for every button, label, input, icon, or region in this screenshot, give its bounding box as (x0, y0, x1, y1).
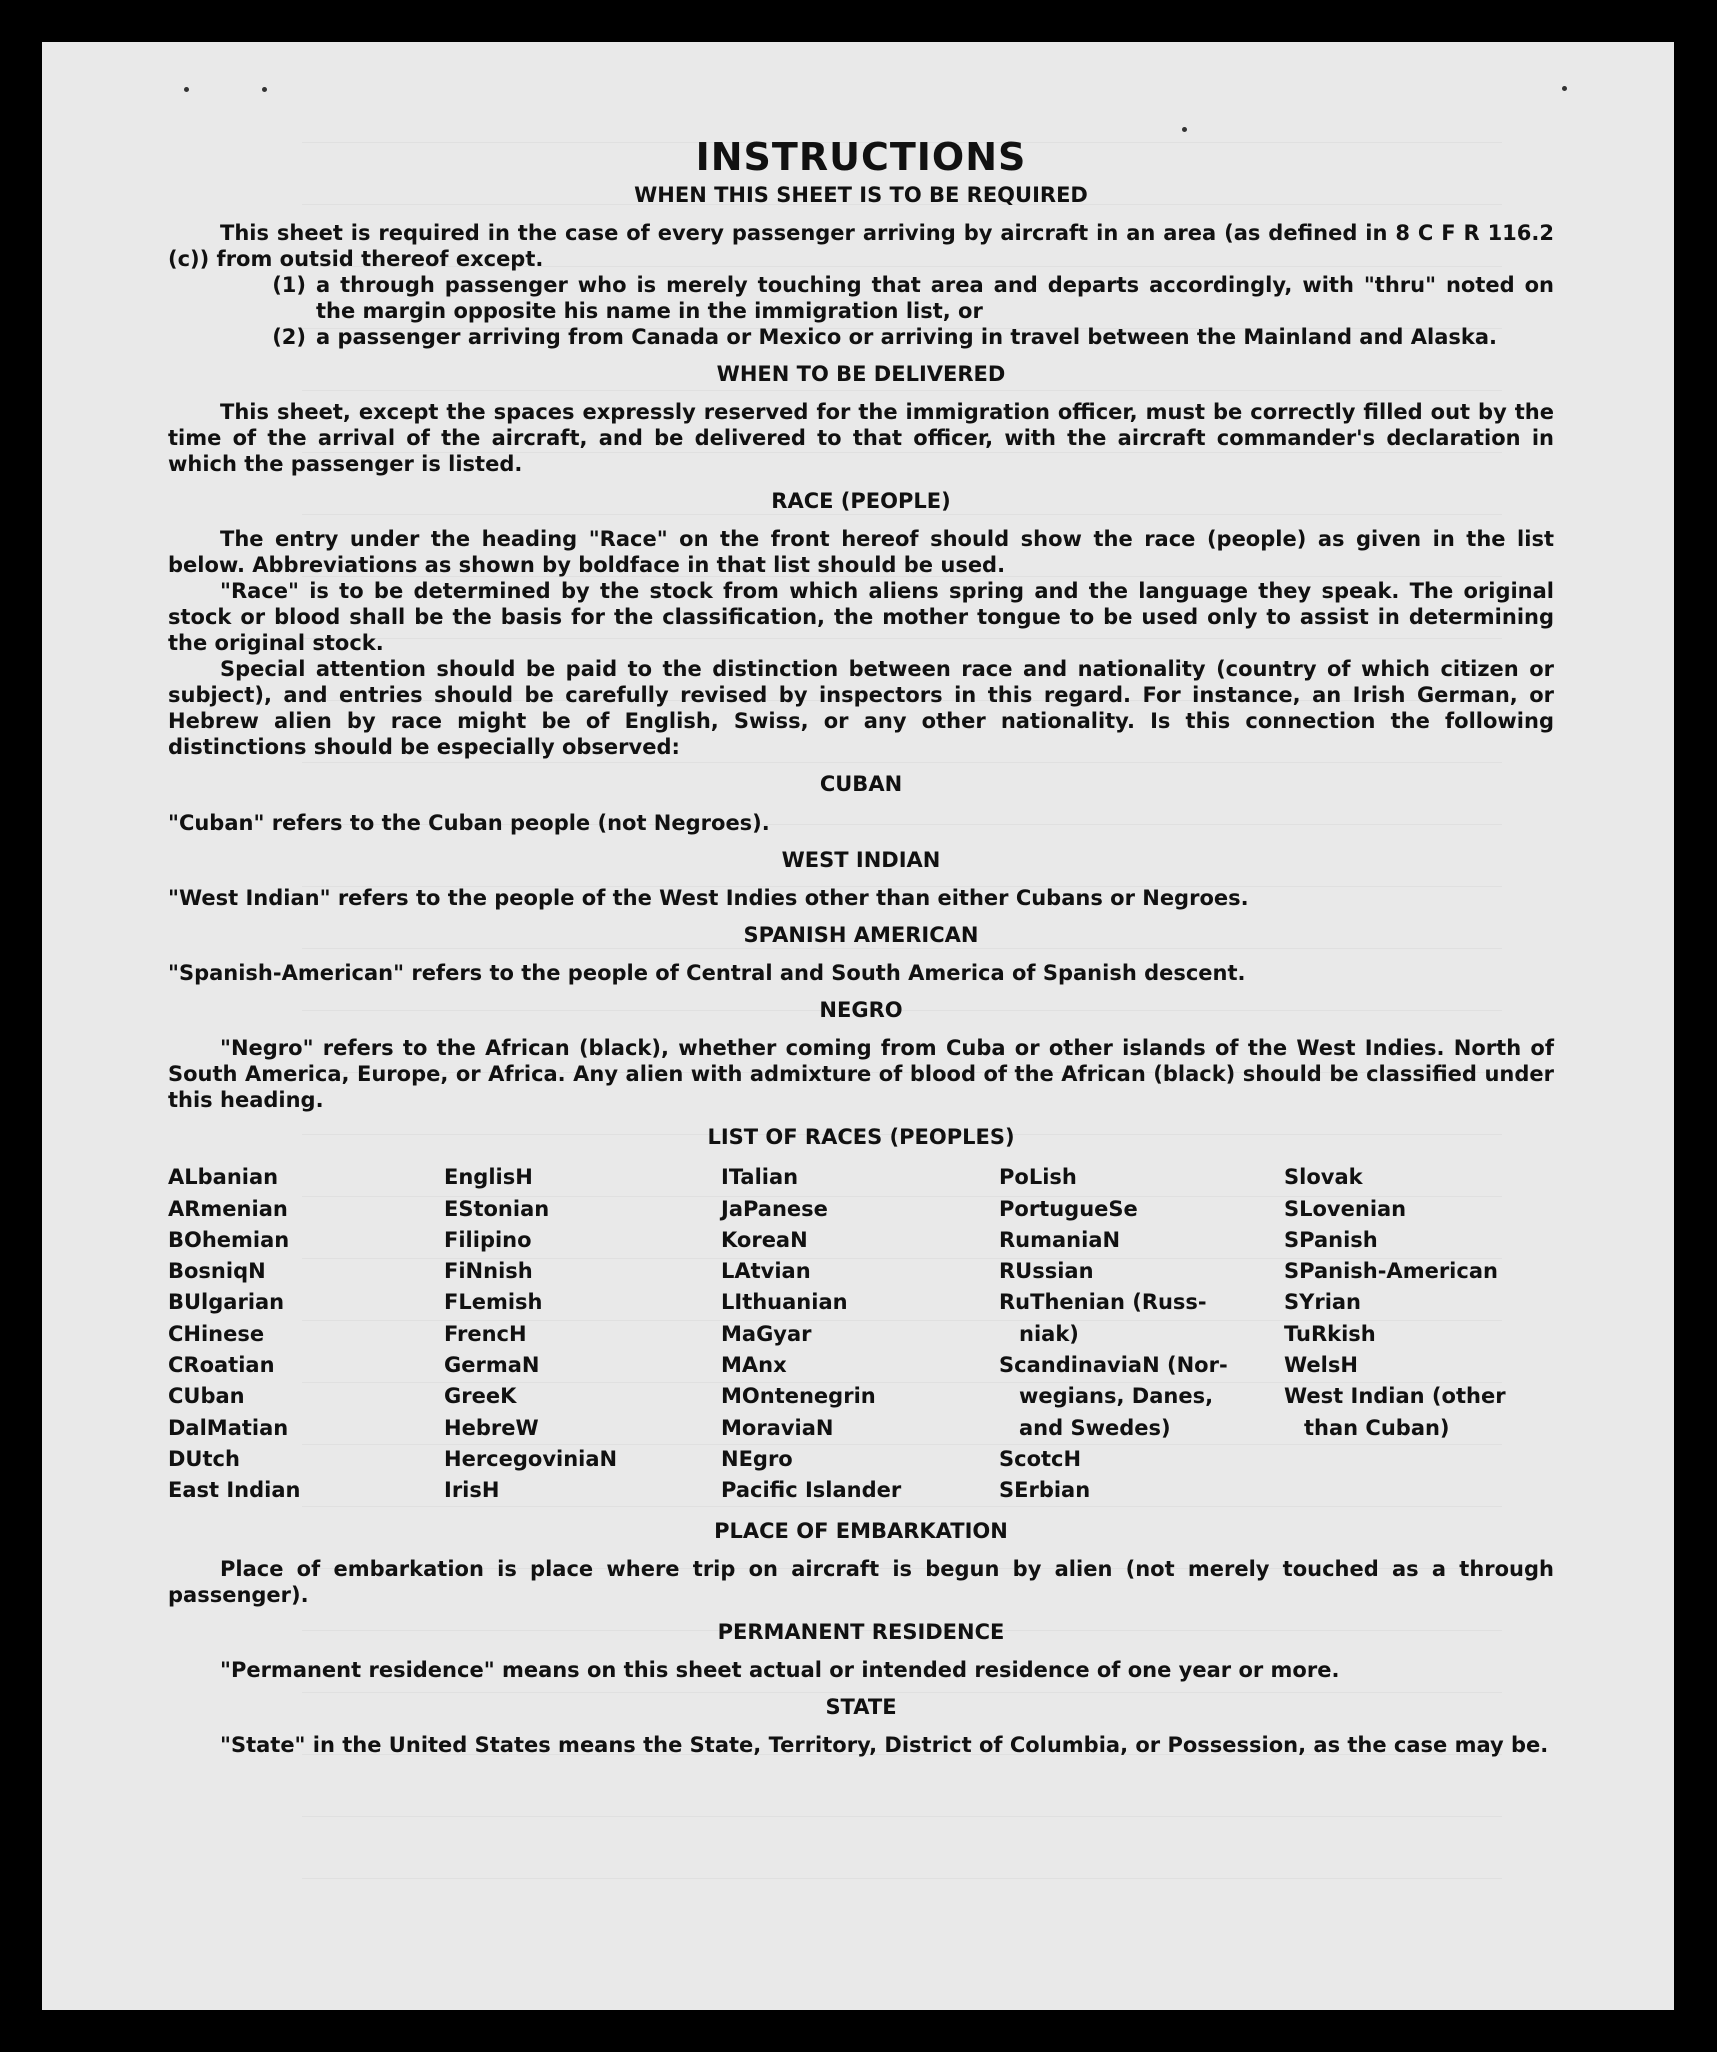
race-column (999, 1162, 1284, 1506)
heading-negro: NEGRO (819, 997, 903, 1022)
race-entry: SLovenian (1284, 1196, 1407, 1221)
document-title: INSTRUCTIONS (695, 135, 1027, 179)
exception-item (168, 272, 1554, 324)
speck-mark (1562, 86, 1567, 91)
heading-race: RACE (PEOPLE) (771, 489, 951, 514)
race-entry: BUlgarian (168, 1290, 285, 1315)
race-entry: Filipino (444, 1227, 532, 1252)
race-entry-continuation: than Cuban) (1304, 1415, 1450, 1440)
exception-number: (2) (272, 324, 306, 349)
race-entry-continuation: niak) (1019, 1321, 1079, 1346)
race-entry: RUssian (999, 1259, 1094, 1284)
race-entry: CRoatian (168, 1353, 275, 1378)
race-entry: PoLish (999, 1165, 1077, 1190)
heading-spanish-american: SPANISH AMERICAN (743, 922, 979, 947)
race-entry: RumaniaN (999, 1227, 1121, 1252)
race-entry: TuRkish (1284, 1321, 1376, 1346)
state-text: "State" in the United States means the State, Territory, District of Columbia, or Possession, as the case may be. (220, 1733, 1549, 1758)
race-entry: BosniqN (168, 1259, 266, 1284)
exception-item (168, 324, 1554, 350)
race-entry: MoraviaN (721, 1415, 834, 1440)
race-column (721, 1162, 999, 1506)
race-entry: EnglisH (444, 1165, 533, 1190)
race-entry: West Indian (other (1284, 1384, 1506, 1409)
race-entry: ALbanian (168, 1165, 279, 1190)
exception-number: (1) (272, 272, 306, 297)
race-entry: IrisH (444, 1478, 500, 1503)
race-entry: ScandinaviaN (Nor- (999, 1353, 1228, 1378)
race-entry: RuThenian (Russ- (999, 1290, 1207, 1315)
race-entry: Slovak (1284, 1165, 1363, 1190)
race-column (168, 1162, 444, 1506)
race-entry: LIthuanian (721, 1290, 848, 1315)
race-entry: EStonian (444, 1196, 550, 1221)
when-required-intro: This sheet is required in the case of every passenger arriving by aircraft in an area (as defined in 8 C F R 116.2 (c)) from outsid thereof except. (168, 220, 1554, 271)
race-paragraph: The entry under the heading "Race" on the front hereof should show the race (people) as given in the list below. Abbreviations as shown by boldface in that list should be used. (168, 527, 1554, 578)
race-entry: BOhemian (168, 1227, 290, 1252)
race-entry: LAtvian (721, 1259, 811, 1284)
when-delivered-text: This sheet, except the spaces expressly reserved for the immigration officer, must be correctly filled out by the time of the arrival of the aircraft, and be delivered to that officer, with the aircraft commander's declaration in which the passenger is listed. (168, 400, 1554, 477)
residence-text: "Permanent residence" means on this sheet actual or intended residence of one year or more. (220, 1657, 1340, 1682)
west-indian-text: "West Indian" refers to the people of the West Indies other than either Cubans or Negroes. (168, 885, 1249, 910)
heading-permanent-residence: PERMANENT RESIDENCE (717, 1619, 1005, 1644)
cuban-text: "Cuban" refers to the Cuban people (not Negroes). (168, 810, 770, 835)
race-entry: GermaN (444, 1353, 540, 1378)
negro-text: "Negro" refers to the African (black), whether coming from Cuba or other islands of the West Indies. North of South America, Europe, or Africa. Any alien with admixture of blood of the African (black) should be classified under this heading. (168, 1036, 1554, 1113)
race-entry: JaPanese (721, 1196, 828, 1221)
race-entry: East Indian (168, 1478, 301, 1503)
race-entry: MAnx (721, 1353, 787, 1378)
race-entry: HebreW (444, 1415, 539, 1440)
race-entry: FrencH (444, 1321, 527, 1346)
heading-embarkation: PLACE OF EMBARKATION (714, 1518, 1008, 1543)
exception-list (168, 272, 1554, 350)
speck-mark (184, 87, 189, 92)
embarkation-text: Place of embarkation is place where trip on aircraft is begun by alien (not merely touched as a through passenger). (168, 1556, 1554, 1607)
race-column (444, 1162, 721, 1506)
race-entry-continuation: and Swedes) (1019, 1415, 1171, 1440)
heading-list-of-races: LIST OF RACES (PEOPLES) (707, 1125, 1015, 1150)
spanish-american-text: "Spanish-American" refers to the people of Central and South America of Spanish descent. (168, 960, 1246, 985)
race-entry: FiNnish (444, 1259, 533, 1284)
race-paragraph: "Race" is to be determined by the stock from which aliens spring and the language they speak. The original stock or blood shall be the basis for the classification, the mother tongue to be used only to assist in determining the original stock. (168, 579, 1554, 656)
race-entry: MOntenegrin (721, 1384, 876, 1409)
race-list (168, 1162, 1554, 1506)
heading-when-delivered: WHEN TO BE DELIVERED (716, 361, 1006, 386)
race-entry: KoreaN (721, 1227, 808, 1252)
race-entry: PortugueSe (999, 1196, 1138, 1221)
heading-state: STATE (825, 1694, 897, 1719)
race-entry: SPanish-American (1284, 1259, 1498, 1284)
race-entry: MaGyar (721, 1321, 812, 1346)
race-entry: ARmenian (168, 1196, 288, 1221)
race-paragraph: Special attention should be paid to the distinction between race and nationality (country of which citizen or subject), and entries should be carefully revised by inspectors in this regard. For instance, an Irish German, or Hebrew alien by race might be of English, Swiss, or any other nationality. Is this connection the following distinctions should be especially observed: (168, 657, 1554, 760)
race-entry: HercegoviniaN (444, 1446, 618, 1471)
race-entry: DUtch (168, 1446, 240, 1471)
race-entry: WelsH (1284, 1353, 1358, 1378)
race-entry: SYrian (1284, 1290, 1362, 1315)
speck-mark (1182, 127, 1187, 132)
race-entry: ITalian (721, 1165, 799, 1190)
race-entry: DalMatian (168, 1415, 289, 1440)
heading-west-indian: WEST INDIAN (781, 847, 941, 872)
race-entry: GreeK (444, 1384, 517, 1409)
race-entry: ScotcH (999, 1446, 1082, 1471)
race-column (1284, 1162, 1544, 1506)
race-entry: Pacific Islander (721, 1478, 902, 1503)
heading-cuban: CUBAN (819, 772, 903, 797)
race-entry-continuation: wegians, Danes, (1019, 1384, 1214, 1409)
race-entry: FLemish (444, 1290, 543, 1315)
heading-when-required: WHEN THIS SHEET IS TO BE REQUIRED (634, 182, 1088, 207)
race-entry: SPanish (1284, 1227, 1378, 1252)
race-entry: CHinese (168, 1321, 265, 1346)
exception-text: a passenger arriving from Canada or Mexico or arriving in travel between the Mainland and Alaska. (316, 324, 1497, 349)
race-entry: SErbian (999, 1478, 1091, 1503)
race-entry: NEgro (721, 1446, 793, 1471)
exception-text: a through passenger who is merely touching that area and departs accordingly, with "thru" noted on the margin opposite his name in the immigration list, or (316, 272, 1554, 323)
document-page (42, 42, 1674, 2010)
speck-mark (262, 87, 267, 92)
race-entry: CUban (168, 1384, 245, 1409)
